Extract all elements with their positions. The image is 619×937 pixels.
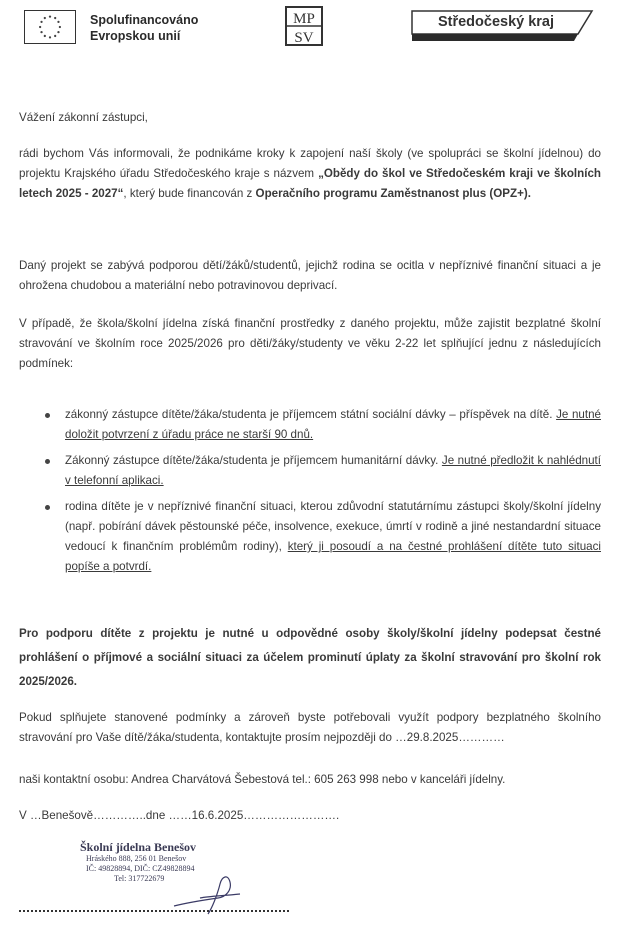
condition-text: zákonný zástupce dítěte/žáka/studenta je příjemcem státní sociální dávky – příspěvek na dítě. <box>65 408 557 421</box>
list-item <box>19 451 601 491</box>
paragraph-declaration-required: Pro podporu dítěte z projektu je nutné u odpovědné osoby školy/školní jídelny podepsat čestné prohlášení o příjmové a sociální situaci za účelem prominutí úplaty za školní stravování pro školní rok 2025/2026. <box>19 627 601 688</box>
list-item <box>19 405 601 445</box>
eu-line-1: Spolufinancováno <box>90 13 199 27</box>
condition-text: Zákonný zástupce dítěte/žáka/studenta je příjemcem humanitární dávky. <box>65 454 442 467</box>
bullet-icon <box>45 505 50 510</box>
eu-cofinanced-text <box>90 12 198 44</box>
greeting: Vážení zákonní zástupci, <box>19 111 148 124</box>
condition-requirement: Je nutné doložit potvrzení z úřadu práce ne starší 90 dnů. <box>65 408 601 441</box>
intro-text-2: , který bude financován z <box>123 187 256 200</box>
mpsv-top-text: MP <box>293 11 315 27</box>
condition-text: rodina dítěte je v nepříznivé finanční situaci, kterou zdůvodní statutárnímu zástupci školy/školní jídelny (např. pobírání dávek pěstounské péče, insolvence, exekuce, úmrtí v rodině a jiné nestandardní situace vedoucí k finančním problémům rodiny), <box>65 500 601 553</box>
bullet-icon <box>45 459 50 464</box>
paragraph-conditions-intro: V případě, že škola/školní jídelna získá finanční prostředky z daného projektu, může zajistit bezplatné školní stravování ve školním roce 2025/2026 pro děti/žáky/studenty ve věku 2-22 let splňující jednu z následujících podmínek: <box>19 317 601 370</box>
stamp-phone: Tel: 317722679 <box>114 874 165 883</box>
stredocesky-kraj-logo <box>410 10 595 40</box>
bullet-icon <box>45 413 50 418</box>
stamp-address: Hráského 888, 256 01 Benešov <box>86 854 187 863</box>
signature-line <box>19 910 289 912</box>
condition-requirement: který ji posoudí a na čestné prohlášení dítěte tuto situaci popíše a potvrdí. <box>65 540 601 573</box>
paragraph-project-description: Daný projekt se zabývá podporou dětí/žáků/studentů, jejichž rodina se ocitla v nepříznivé finanční situaci a je ohrožena chudobou a materiální nebo potravinovou deprivací. <box>19 259 601 292</box>
letterhead <box>0 0 619 80</box>
condition-requirement: Je nutné předložit k nahlédnutí v telefonní aplikaci. <box>65 454 601 487</box>
paragraph-intro <box>19 144 601 204</box>
project-name: „Obědy do škol ve Středočeském kraji ve školních letech 2025 - 2027“ <box>19 167 601 200</box>
eu-flag-icon <box>24 10 76 44</box>
mpsv-logo <box>285 6 323 46</box>
intro-text: rádi bychom Vás informovali, že podnikáme kroky k zapojení naší školy (ve spolupráci se školní jídelnou) do projektu Krajského úřadu Středočeského kraje s názvem <box>19 147 601 180</box>
mpsv-bottom-text: SV <box>294 30 314 46</box>
paragraph-contact-person: naši kontaktní osobu: Andrea Charvátová Šebestová tel.: 605 263 998 nebo v kanceláři jídelny. <box>19 773 506 786</box>
paragraph-contact-deadline: Pokud splňujete stanovené podmínky a zároveň byste potřebovali využít podpory bezplatného školního stravování pro Vaše dítě/žáka/studenta, kontaktujte prosím nejpozději do …29.8.2025………… <box>19 711 601 744</box>
place-and-date: V …Benešově…………..dne ……16.6.2025……………………. <box>19 809 340 822</box>
eu-line-2: Evropskou unií <box>90 29 181 43</box>
program-name: Operačního programu Zaměstnanost plus (OPZ+). <box>255 187 531 200</box>
list-item <box>19 497 601 577</box>
conditions-list <box>19 405 601 583</box>
kraj-name: Středočeský kraj <box>437 14 555 30</box>
stamp-ids: IČ: 49828894, DIČ: CZ49828894 <box>86 864 195 873</box>
stamp-title: Školní jídelna Benešov <box>80 840 197 854</box>
